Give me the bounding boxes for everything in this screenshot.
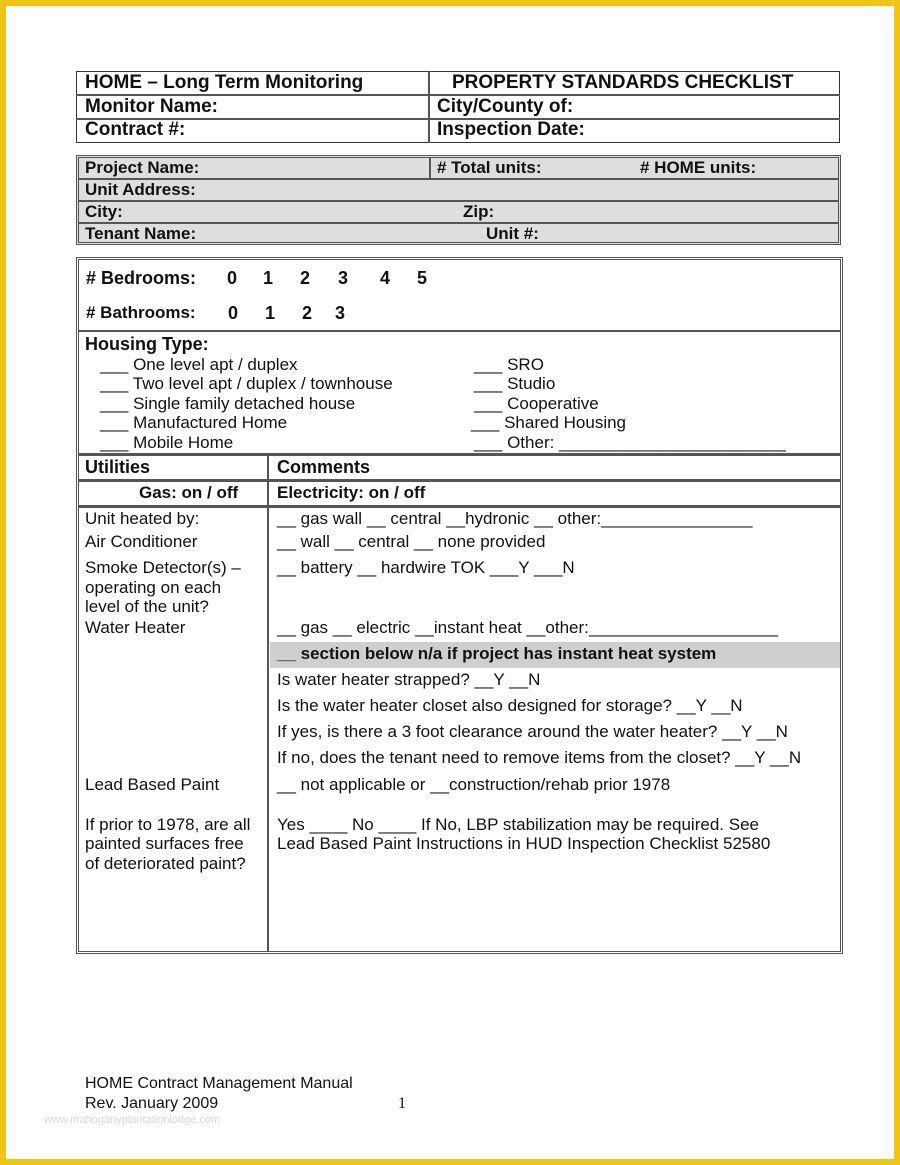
- comments-header: Comments: [277, 457, 371, 477]
- instant-heat-note[interactable]: __ section below n/a if project has instant heat system: [277, 644, 717, 663]
- total-units-field[interactable]: # Total units:: [437, 158, 542, 177]
- housing-option-studio[interactable]: ___ Studio: [474, 374, 556, 393]
- lbp-instruction-line: Lead Based Paint Instructions in HUD Inspection Checklist 52580: [277, 834, 771, 853]
- bedrooms-option[interactable]: 5: [417, 268, 428, 288]
- water-heater-options[interactable]: __ gas __ electric __instant heat __other:____________________: [277, 618, 778, 637]
- smoke-detector-label: level of the unit?: [85, 597, 209, 616]
- gas-status[interactable]: Gas: on / off: [139, 483, 239, 502]
- electricity-status[interactable]: Electricity: on / off: [277, 483, 426, 502]
- clearance-question[interactable]: If yes, is there a 3 foot clearance around the water heater? __Y __N: [277, 722, 788, 741]
- lead-paint-options[interactable]: __ not applicable or __construction/rehab prior 1978: [277, 775, 671, 794]
- header-right-title: PROPERTY STANDARDS CHECKLIST: [452, 72, 794, 93]
- smoke-detector-label: Smoke Detector(s) –: [85, 558, 241, 577]
- housing-option-manufactured[interactable]: ___ Manufactured Home: [100, 413, 288, 432]
- bathrooms-option[interactable]: 3: [335, 303, 346, 323]
- smoke-detector-options[interactable]: __ battery __ hardwire TOK ___Y ___N: [277, 558, 575, 577]
- footer-manual: HOME Contract Management Manual: [85, 1075, 353, 1092]
- page-number: 1: [398, 1095, 406, 1112]
- watermark-text: www.mahoganyplantationlodge.com: [44, 1114, 221, 1126]
- home-units-field[interactable]: # HOME units:: [640, 158, 757, 177]
- ac-options[interactable]: __ wall __ central __ none provided: [277, 532, 546, 551]
- utilities-header: Utilities: [85, 457, 151, 477]
- lead-paint-label: Lead Based Paint: [85, 775, 220, 794]
- bedrooms-option[interactable]: 3: [338, 268, 349, 288]
- project-name-field[interactable]: Project Name:: [85, 158, 200, 177]
- housing-option-two-level[interactable]: ___ Two level apt / duplex / townhouse: [100, 374, 393, 393]
- housing-option-single-family[interactable]: ___ Single family detached house: [100, 394, 356, 413]
- prior-1978-label: If prior to 1978, are all: [85, 815, 251, 834]
- city-county-field[interactable]: City/County of:: [437, 96, 574, 117]
- bathrooms-option[interactable]: 1: [265, 303, 276, 323]
- housing-option-one-level[interactable]: ___ One level apt / duplex: [100, 355, 298, 374]
- remove-items-question[interactable]: If no, does the tenant need to remove items from the closet? __Y __N: [277, 748, 802, 767]
- housing-type-title: Housing Type:: [85, 334, 209, 354]
- unit-heated-label: Unit heated by:: [85, 509, 200, 528]
- bedrooms-label: # Bedrooms:: [86, 268, 197, 288]
- heating-options[interactable]: __ gas wall __ central __hydronic __ other:________________: [277, 509, 753, 528]
- bathrooms-option[interactable]: 0: [228, 303, 239, 323]
- lbp-answer-line[interactable]: Yes ____ No ____ If No, LBP stabilization may be required. See: [277, 815, 759, 834]
- monitor-name-field[interactable]: Monitor Name:: [85, 96, 218, 117]
- city-field[interactable]: City:: [85, 202, 123, 221]
- housing-option-cooperative[interactable]: ___ Cooperative: [474, 394, 599, 413]
- smoke-detector-label: operating on each: [85, 578, 222, 597]
- header-left-title: HOME – Long Term Monitoring: [85, 72, 364, 93]
- housing-option-other[interactable]: ___ Other: ________________________: [474, 433, 786, 452]
- housing-option-shared[interactable]: ___ Shared Housing: [471, 413, 627, 432]
- bedrooms-option[interactable]: 2: [300, 268, 311, 288]
- zip-field[interactable]: Zip:: [463, 202, 495, 221]
- unit-address-field[interactable]: Unit Address:: [85, 180, 196, 199]
- water-heater-label: Water Heater: [85, 618, 186, 637]
- air-conditioner-label: Air Conditioner: [85, 532, 198, 551]
- contract-field[interactable]: Contract #:: [85, 119, 186, 140]
- prior-1978-label: of deteriorated paint?: [85, 854, 246, 873]
- closet-storage-question[interactable]: Is the water heater closet also designed for storage? __Y __N: [277, 696, 743, 715]
- inspection-date-field[interactable]: Inspection Date:: [437, 119, 585, 140]
- bedrooms-option[interactable]: 4: [380, 268, 391, 288]
- water-heater-strapped[interactable]: Is water heater strapped? __Y __N: [277, 670, 541, 689]
- tenant-name-field[interactable]: Tenant Name:: [85, 224, 197, 243]
- bedrooms-option[interactable]: 1: [263, 268, 274, 288]
- prior-1978-label: painted surfaces free: [85, 834, 244, 853]
- bathrooms-option[interactable]: 2: [302, 303, 313, 323]
- unit-number-field[interactable]: Unit #:: [486, 224, 539, 243]
- housing-option-mobile[interactable]: ___ Mobile Home: [100, 433, 234, 452]
- housing-option-sro[interactable]: ___ SRO: [474, 355, 544, 374]
- bedrooms-option[interactable]: 0: [227, 268, 238, 288]
- bathrooms-label: # Bathrooms:: [86, 303, 196, 322]
- footer-revision: Rev. January 2009: [85, 1095, 219, 1112]
